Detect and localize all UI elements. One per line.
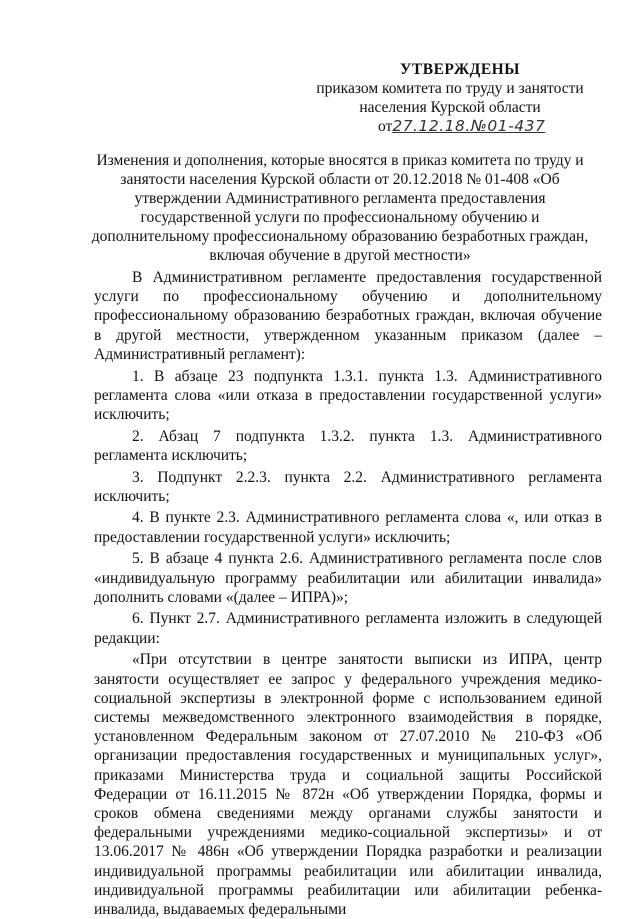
handwritten-date-number: 27.12.18.№01-437 bbox=[392, 117, 546, 135]
paragraph: 2. Абзац 7 подпункта 1.3.2. пункта 1.3. Административного регламента исключить; bbox=[94, 427, 602, 464]
paragraph: 3. Подпункт 2.2.3. пункта 2.2. Административного регламента исключить; bbox=[94, 468, 602, 505]
approval-heading: УТВЕРЖДЕНЫ bbox=[400, 61, 520, 78]
approval-date-prefix: от bbox=[378, 118, 393, 135]
paragraph: 5. В абзаце 4 пункта 2.6. Административного регламента после слов «индивидуальную программу реабилитации или абилитации инвалида» дополнить словами «(далее – ИПРА)»; bbox=[94, 550, 602, 606]
paragraph: 1. В абзаце 23 подпункта 1.3.1. пункта 1.3. Административного регламента слова «или отказа в предоставлении государственной услуги» исключить; bbox=[94, 367, 602, 423]
document-body bbox=[94, 268, 602, 919]
approval-line-1: приказом комитета по труду и занятости bbox=[316, 80, 584, 97]
paragraph: 6. Пункт 2.7. Административного регламента изложить в следующей редакции: bbox=[94, 610, 602, 647]
paragraph: В Административном регламенте предоставления государственной услуги по профессиональному обучению и дополнительному профессиональному образованию безработных граждан, включая обучение в другой местности, утвержденном указанным приказом (далее – Административный регламент): bbox=[94, 269, 602, 363]
approval-block bbox=[300, 60, 600, 136]
approval-date-line bbox=[300, 117, 600, 136]
paragraph: 4. В пункте 2.3. Административного регламента слова «, или отказ в предоставлении государственной услуги» исключить; bbox=[94, 509, 602, 546]
document-title: Изменения и дополнения, которые вносятся в приказ комитета по труду и занятости населения Курской области от 20.12.2018 № 01-408 «Об утверждении Административного регламента предоставления государственной услуги по профессиональному обучению и дополнительному профессиональному образованию безработных граждан, включая обучение в другой местности» bbox=[91, 152, 589, 264]
approval-line-2: населения Курской области bbox=[359, 99, 541, 116]
paragraph: «При отсутствии в центре занятости выписки из ИПРА, центр занятости осуществляет ее запрос у федерального учреждения медико-социальной экспертизы в электронной форме с использованием единой системы межведомственного электронного взаимодействия в порядке, установленном Федеральным законом от 27.07.2010 № 210-ФЗ «Об организации предоставления государственных и муниципальных услуг», приказами Министерства труда и социальной защиты Российской Федерации от 16.11.2015 № 872н «Об утверждении Порядка, формы и сроков обмена сведениями между органами службы занятости и федеральными учреждениями медико-социальной экспертизы» и от 13.06.2017 № 486н «Об утверждении Порядка разработки и реализации индивидуальной программы реабилитации или абилитации инвалида, индивидуальной программы реабилитации или абилитации ребенка-инвалида, выдаваемых федеральными bbox=[94, 651, 602, 918]
